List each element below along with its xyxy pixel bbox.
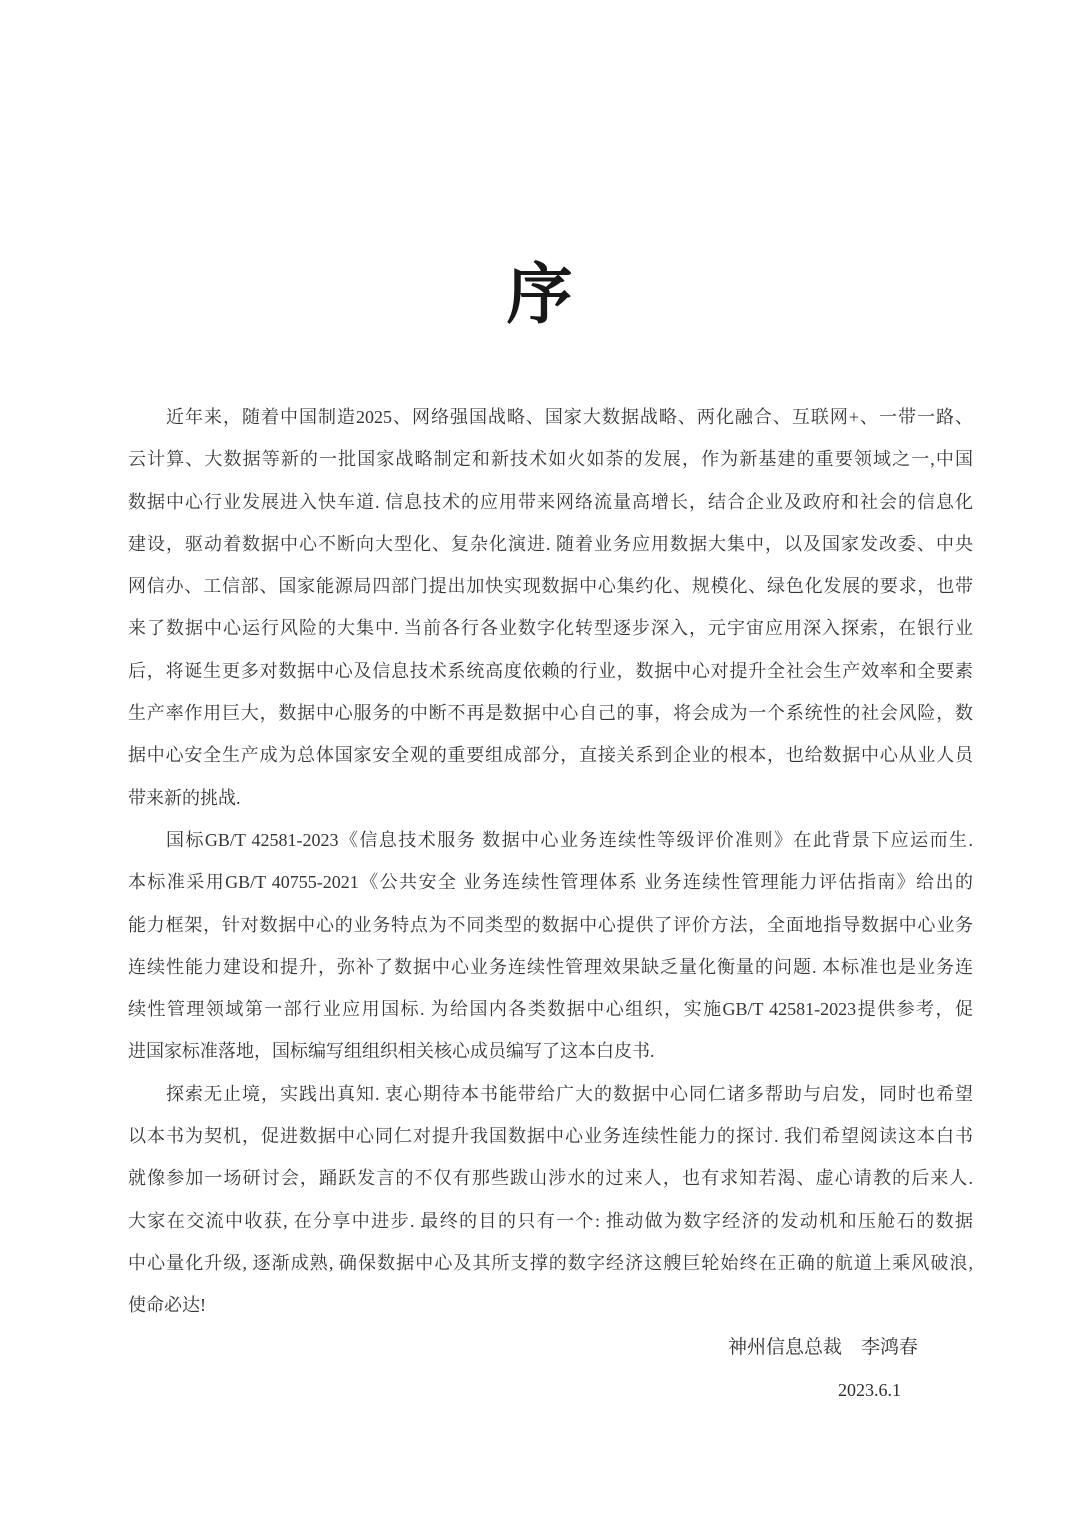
preface-paragraph-2 [128,819,973,1073]
body-line: 以本书为契机，促进数据中心同仁对提升我国数据中心业务连续性能力的探讨. 我们希望阅读这本白书 [128,1126,973,1147]
body-line: 数据中心行业发展进入快车道. 信息技术的应用带来网络流量高增长，结合企业及政府和社会的信息化 [128,491,973,512]
body-line: 国标GB/T 42581-2023《信息技术服务 数据中心业务连续性等级评价准则》在此背景下应运而生. [166,829,973,850]
body-line: 云计算、大数据等新的一批国家战略制定和新技术如火如荼的发展，作为新基建的重要领域之一,中国 [128,449,973,470]
body-line: 连续性能力建设和提升，弥补了数据中心业务连续性管理效果缺乏量化衡量的问题. 本标准也是业务连 [128,956,973,977]
page-title: 序 [506,259,574,332]
body-line: 使命必达! [128,1295,206,1316]
body-line: 来了数据中心运行风险的大集中. 当前各行各业数字化转型逐步深入，元宇宙应用深入探索，在银行业 [128,618,973,639]
body-line: 据中心安全生产成为总体国家安全观的重要组成部分，直接关系到企业的根本，也给数据中心从业人员 [128,745,973,766]
date-line: 2023.6.1 [838,1379,901,1400]
signature-line: 神州信息总裁 李鸿春 [727,1336,918,1358]
preface-body [128,396,973,1411]
preface-paragraph-1 [128,396,973,819]
body-line: 生产率作用巨大，数据中心服务的中断不再是数据中心自己的事，将会成为一个系统性的社会风险，数 [128,703,973,724]
body-line: 后，将诞生更多对数据中心及信息技术系统高度依赖的行业，数据中心对提升全社会生产效率和全要素 [128,660,973,681]
body-line: 建设，驱动着数据中心不断向大型化、复杂化演进. 随着业务应用数据大集中，以及国家发改委、中央 [128,533,973,554]
body-line: 就像参加一场研讨会，踊跃发言的不仅有那些跋山涉水的过来人，也有求知若渴、虚心请教的后来人. [128,1168,973,1189]
body-line: 探索无止境，实践出真知. 衷心期待本书能带给广大的数据中心同仁诸多帮助与启发，同时也希望 [166,1083,973,1104]
body-line: 大家在交流中收获, 在分享中进步. 最终的目的只有一个: 推动做为数字经济的发动机和压舱石的数据 [128,1210,973,1231]
body-line: 中心量化升级, 逐渐成熟, 确保数据中心及其所支撑的数字经济这艘巨轮始终在正确的航道上乘风破浪, [128,1252,973,1273]
body-line: 网信办、工信部、国家能源局四部门提出加快实现数据中心集约化、规模化、绿色化发展的要求，也带 [128,576,973,597]
body-line: 续性管理领域第一部行业应用国标. 为给国内各类数据中心组织，实施GB/T 42581-2023提供参考，促 [128,999,973,1020]
body-line: 带来新的挑战. [128,787,241,808]
preface-paragraph-3 [128,1073,973,1327]
body-line: 进国家标准落地，国标编写组组织相关核心成员编写了这本白皮书. [128,1041,655,1062]
body-line: 本标准采用GB/T 40755-2021《公共安全 业务连续性管理体系 业务连续性管理能力评估指南》给出的 [128,872,973,893]
body-line: 能力框架，针对数据中心的业务特点为不同类型的数据中心提供了评价方法，全面地指导数据中心业务 [128,914,973,935]
body-line: 近年来，随着中国制造2025、网络强国战略、国家大数据战略、两化融合、互联网+、一带一路、 [166,407,973,427]
